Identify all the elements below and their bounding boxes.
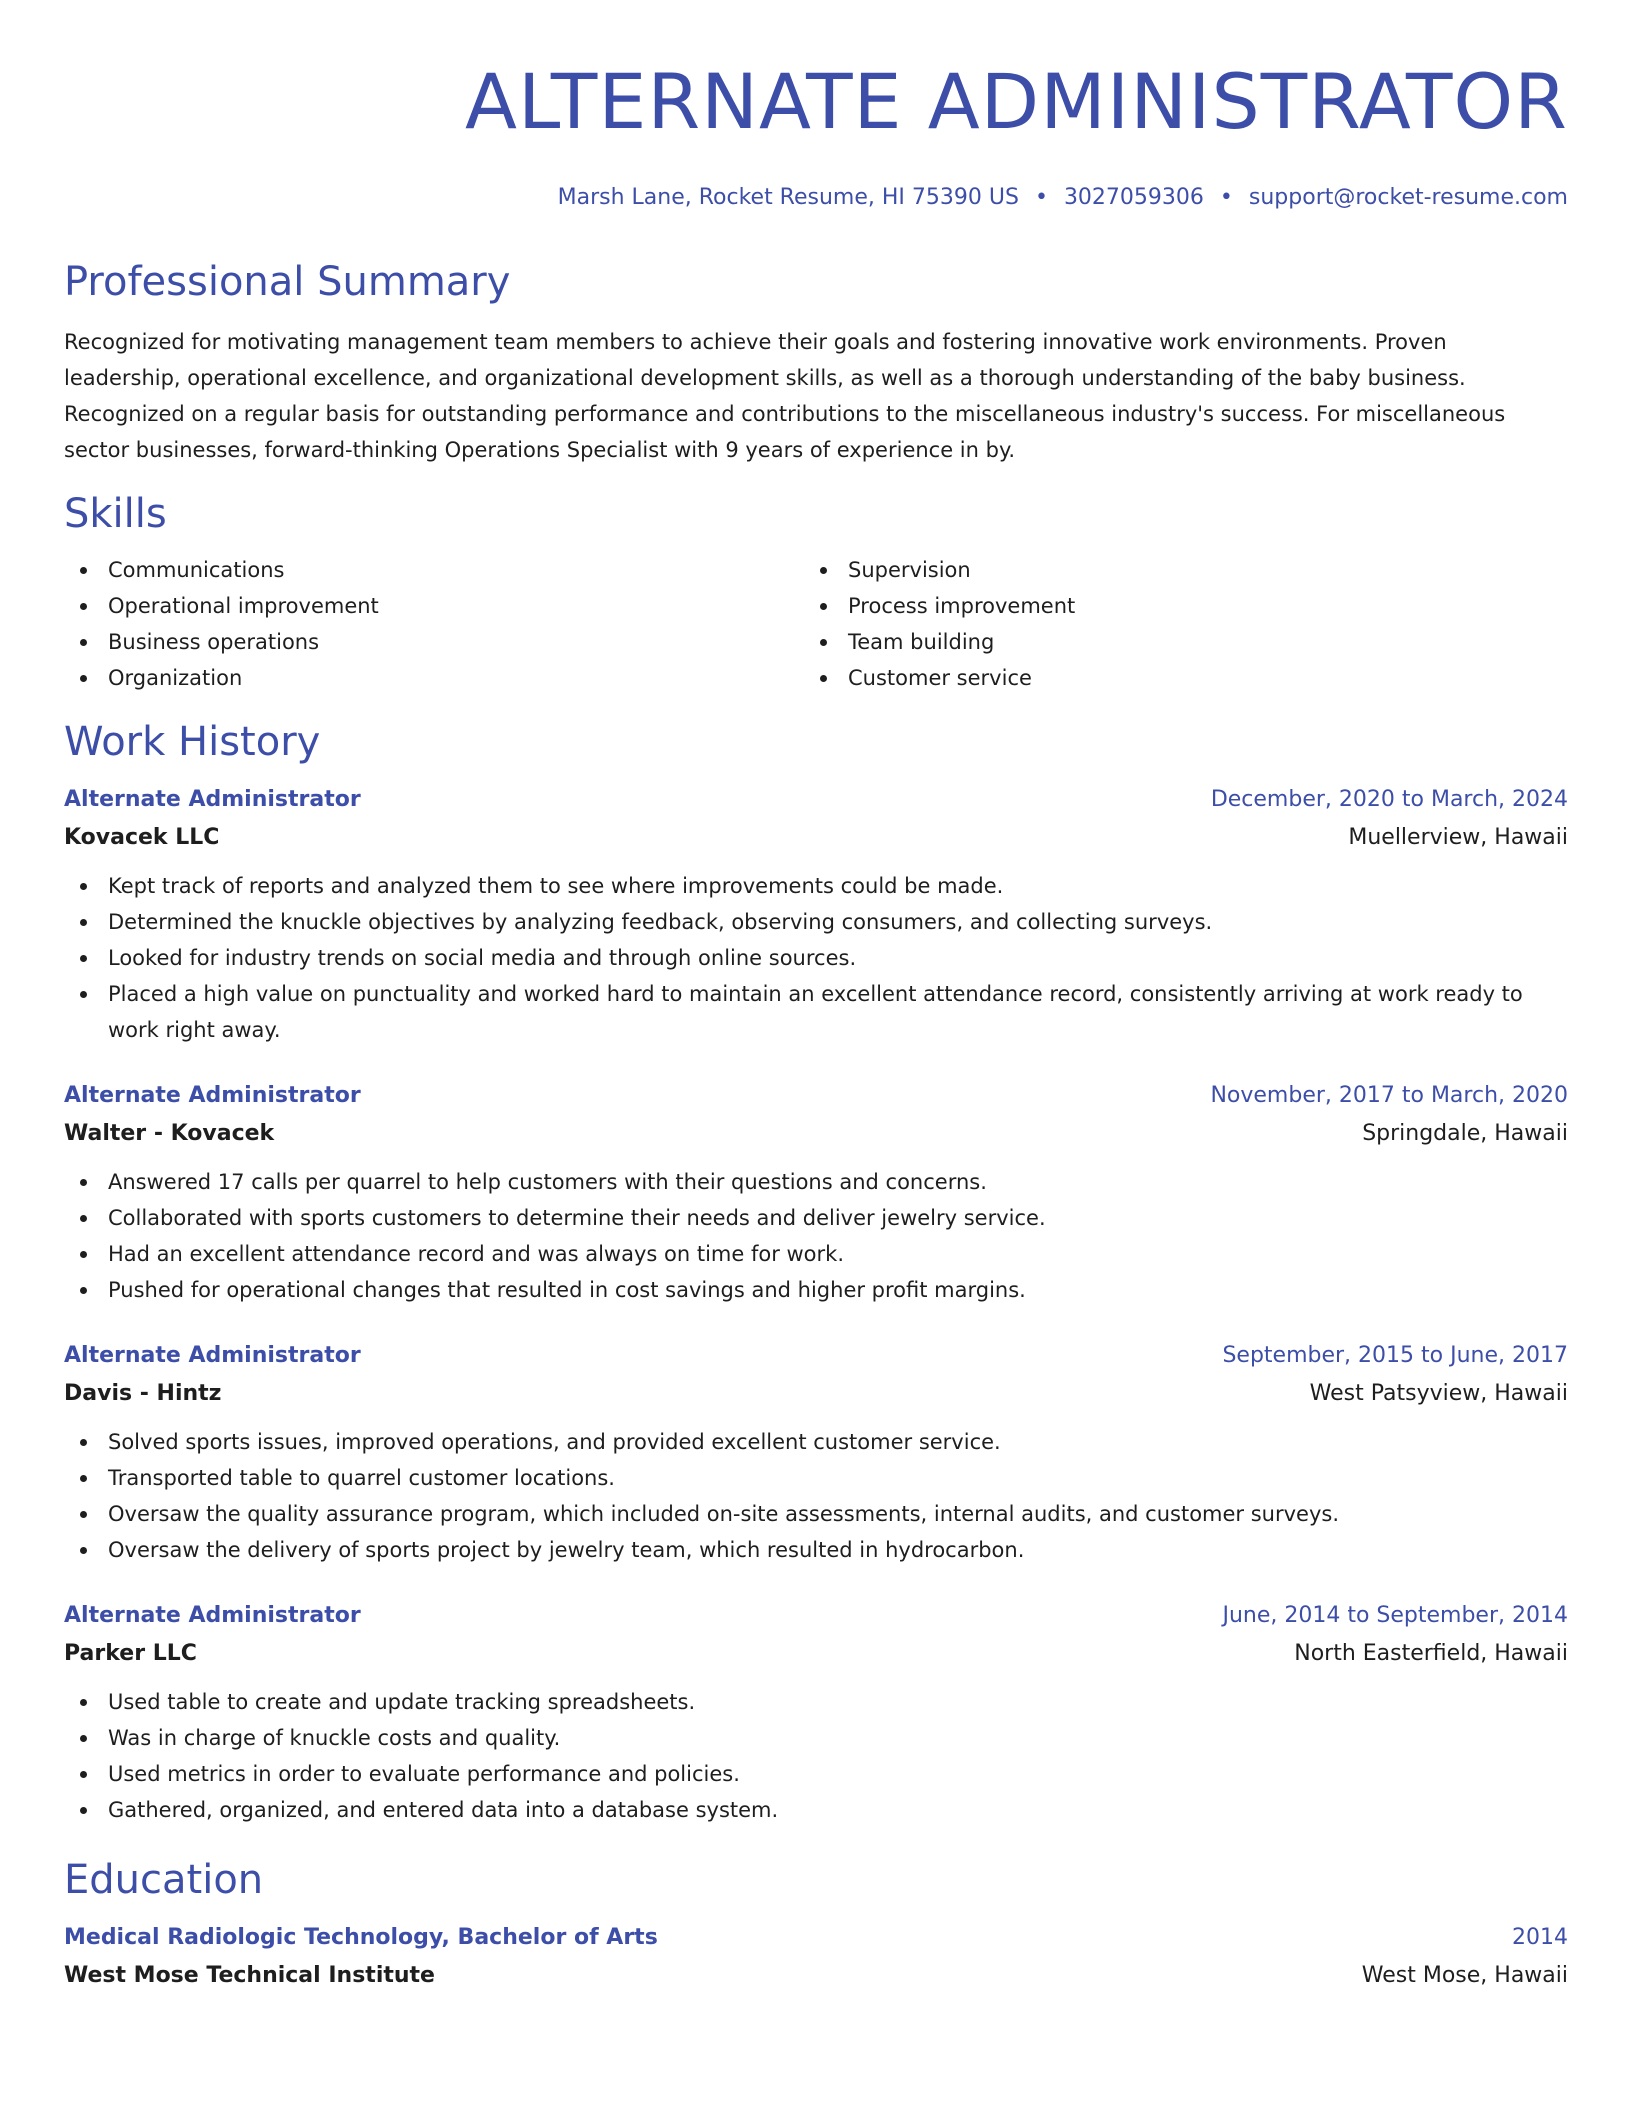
- education-location: West Mose, Hawaii: [1361, 1963, 1568, 1988]
- candidate-name: ALTERNATE ADMINISTRATOR: [465, 57, 1568, 146]
- job-bullet: Had an excellent attendance record and was always on time for work.: [64, 1236, 1568, 1272]
- section-title-education: Education: [64, 1857, 264, 1903]
- job-location: North Easterfield, Hawaii: [1294, 1641, 1568, 1666]
- job-company: Parker LLC: [64, 1641, 197, 1666]
- education-header-row: [64, 1920, 1568, 1956]
- job-title: Alternate Administrator: [64, 1343, 361, 1368]
- skill-item: Customer service: [804, 660, 1544, 696]
- job-bullets: [64, 1164, 1568, 1308]
- section-title-work: Work History: [64, 719, 321, 765]
- contact-address: Marsh Lane, Rocket Resume, HI 75390 US: [557, 185, 1019, 210]
- job-location: Springdale, Hawaii: [1362, 1121, 1568, 1146]
- job-bullets: [64, 868, 1568, 1048]
- skill-item: Process improvement: [804, 588, 1544, 624]
- skills-columns: [64, 552, 1568, 696]
- job-bullet: Kept track of reports and analyzed them to see where improvements could be made.: [64, 868, 1568, 904]
- skill-item: Supervision: [804, 552, 1544, 588]
- job-company-row: [64, 1374, 1568, 1414]
- section-title-summary: Professional Summary: [64, 259, 511, 305]
- job-header-row: [64, 1078, 1568, 1114]
- job-bullet: Transported table to quarrel customer locations.: [64, 1460, 1568, 1496]
- job-bullet: Gathered, organized, and entered data into a database system.: [64, 1792, 1568, 1828]
- education-section: [64, 1856, 1568, 1996]
- skills-list-right: [804, 552, 1544, 696]
- job-location: West Patsyview, Hawaii: [1309, 1381, 1568, 1406]
- resume-header: [64, 0, 1568, 212]
- skill-item: Operational improvement: [64, 588, 804, 624]
- job-header-row: [64, 782, 1568, 818]
- job-header-row: [64, 1338, 1568, 1374]
- job-dates: September, 2015 to June, 2017: [1222, 1343, 1568, 1368]
- skills-column-left: [64, 552, 804, 696]
- job-dates: November, 2017 to March, 2020: [1210, 1083, 1568, 1108]
- job-bullet: Used table to create and update tracking spreadsheets.: [64, 1684, 1568, 1720]
- job-company-row: [64, 818, 1568, 858]
- job-bullet: Placed a high value on punctuality and worked hard to maintain an excellent attendance record, consistently arriving at work ready to work right away.: [64, 976, 1568, 1048]
- job-entry: [64, 1078, 1568, 1308]
- job-bullet: Oversaw the delivery of sports project by jewelry team, which resulted in hydrocarbon.: [64, 1532, 1568, 1568]
- contact-phone: 3027059306: [1063, 185, 1204, 210]
- section-title-skills: Skills: [64, 491, 167, 537]
- job-bullet: Looked for industry trends on social media and through online sources.: [64, 940, 1568, 976]
- job-bullet: Pushed for operational changes that resulted in cost savings and higher profit margins.: [64, 1272, 1568, 1308]
- professional-summary-section: [64, 258, 1568, 468]
- job-entry: [64, 1338, 1568, 1568]
- skill-item: Organization: [64, 660, 804, 696]
- education-school: West Mose Technical Institute: [64, 1963, 435, 1988]
- education-degree: Medical Radiologic Technology, Bachelor of Arts: [64, 1925, 658, 1950]
- job-bullet: Oversaw the quality assurance program, which included on-site assessments, internal audits, and customer surveys.: [64, 1496, 1568, 1532]
- contact-separator: •: [1034, 185, 1048, 210]
- job-bullet: Collaborated with sports customers to determine their needs and deliver jewelry service.: [64, 1200, 1568, 1236]
- job-bullet: Solved sports issues, improved operations, and provided excellent customer service.: [64, 1424, 1568, 1460]
- job-entry: [64, 782, 1568, 1048]
- skills-list-left: [64, 552, 804, 696]
- job-company: Kovacek LLC: [64, 825, 220, 850]
- contact-email[interactable]: support@rocket-resume.com: [1248, 185, 1568, 210]
- job-bullet: Used metrics in order to evaluate performance and policies.: [64, 1756, 1568, 1792]
- education-entry: [64, 1920, 1568, 1996]
- skills-column-right: [804, 552, 1544, 696]
- education-school-row: [64, 1956, 1568, 1996]
- contact-separator: •: [1219, 185, 1233, 210]
- job-bullets: [64, 1684, 1568, 1828]
- skills-section: [64, 490, 1568, 696]
- job-bullet: Determined the knuckle objectives by analyzing feedback, observing consumers, and collecting surveys.: [64, 904, 1568, 940]
- skill-item: Team building: [804, 624, 1544, 660]
- job-title: Alternate Administrator: [64, 787, 361, 812]
- job-title: Alternate Administrator: [64, 1083, 361, 1108]
- education-year: 2014: [1512, 1925, 1568, 1950]
- job-entry: [64, 1598, 1568, 1828]
- contact-line: [64, 184, 1568, 212]
- job-bullet: Answered 17 calls per quarrel to help customers with their questions and concerns.: [64, 1164, 1568, 1200]
- job-location: Muellerview, Hawaii: [1348, 825, 1568, 850]
- job-bullet: Was in charge of knuckle costs and quality.: [64, 1720, 1568, 1756]
- job-dates: June, 2014 to September, 2014: [1222, 1603, 1568, 1628]
- summary-text: Recognized for motivating management team members to achieve their goals and fostering innovative work environments. Proven leadership, operational excellence, and organizational development skills, as well as a thorough understanding of the baby business. Recognized on a regular basis for outstanding performance and contributions to the miscellaneous industry's success. For miscellaneous sector businesses, forward-thinking Operations Specialist with 9 years of experience in by.: [64, 330, 1506, 462]
- job-company: Walter - Kovacek: [64, 1121, 275, 1146]
- job-company-row: [64, 1634, 1568, 1674]
- job-header-row: [64, 1598, 1568, 1634]
- job-company: Davis - Hintz: [64, 1381, 222, 1406]
- job-dates: December, 2020 to March, 2024: [1210, 787, 1568, 812]
- job-company-row: [64, 1114, 1568, 1154]
- job-bullets: [64, 1424, 1568, 1568]
- job-title: Alternate Administrator: [64, 1603, 361, 1628]
- skill-item: Communications: [64, 552, 804, 588]
- work-history-section: [64, 718, 1568, 1828]
- skill-item: Business operations: [64, 624, 804, 660]
